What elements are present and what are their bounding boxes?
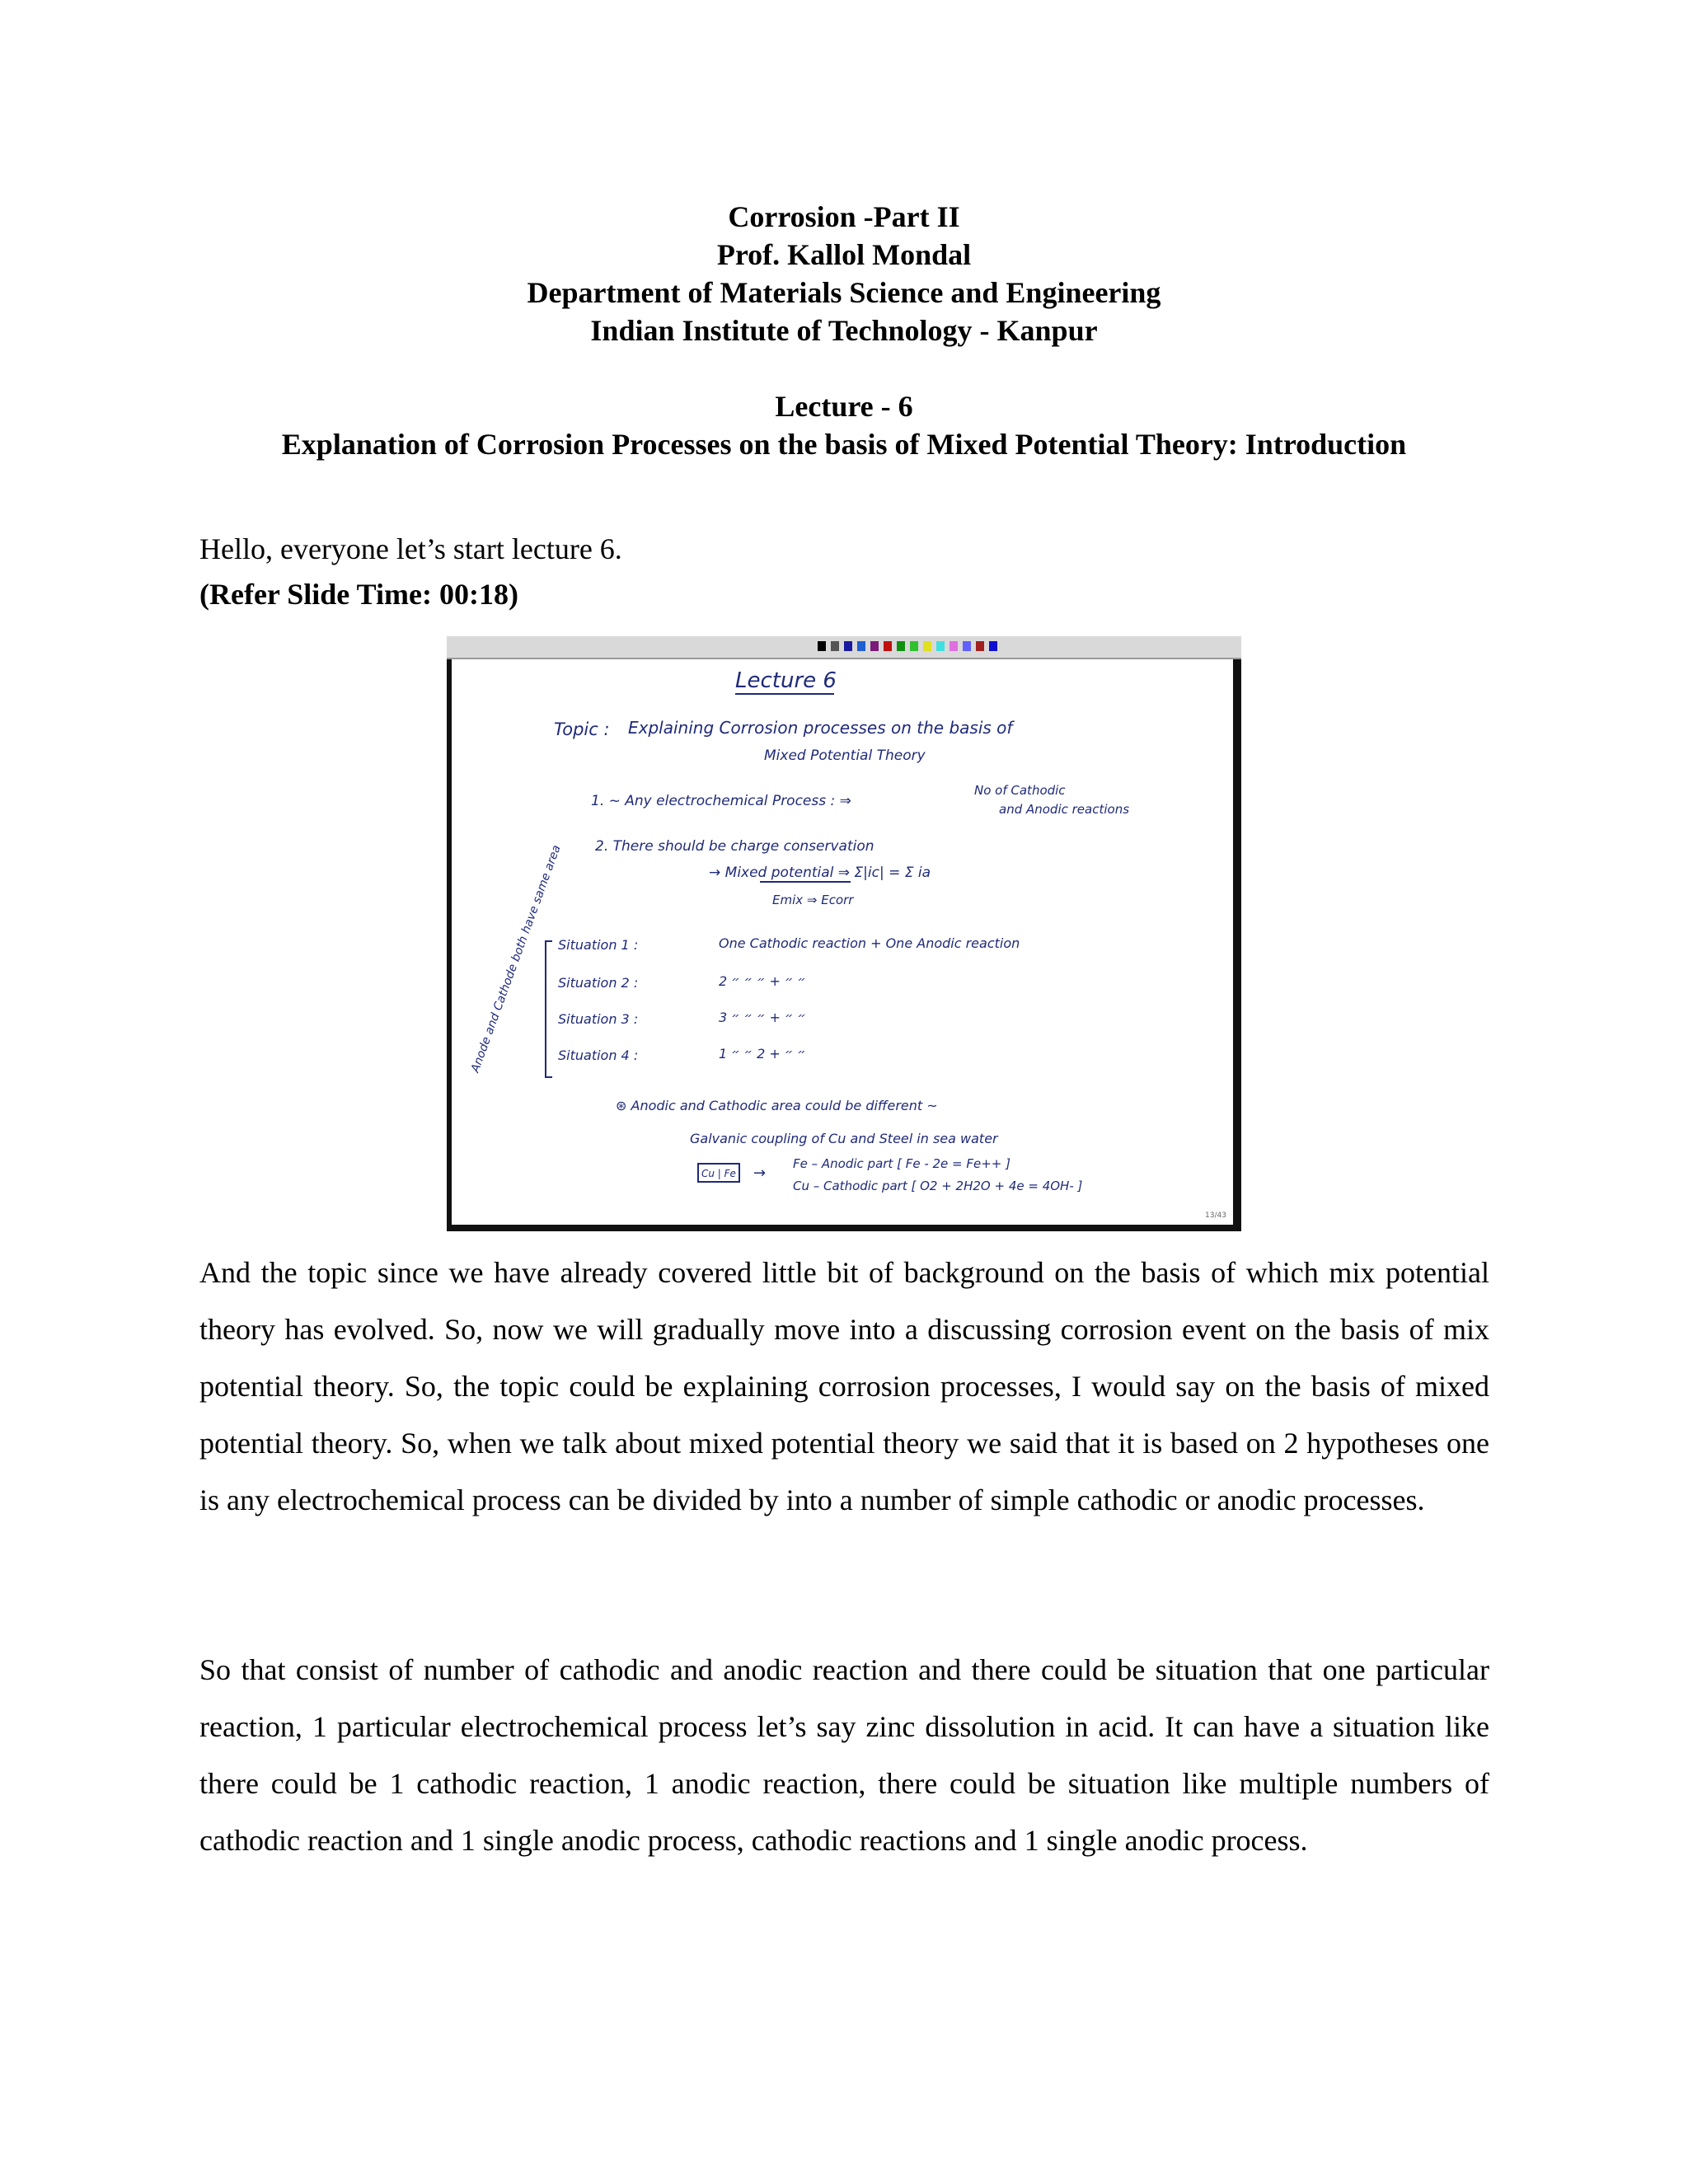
slide-point2-sub: → Mixed potential ⇒ Σ|ic| = Σ ia <box>709 865 931 881</box>
lecture-number: Lecture - 6 <box>775 390 913 423</box>
slide-situation-list <box>558 935 1020 1063</box>
slide-situation-label: Situation 2 : <box>558 975 639 991</box>
slide-note4: Cu – Cathodic part [ O2 + 2H2O + 4e = 4OH- ] <box>793 1179 1083 1193</box>
slide-handwriting <box>447 636 1241 1231</box>
slide-situation-text: One Cathodic reaction + One Anodic reaction <box>719 935 1020 951</box>
department-name: Department of Materials Science and Engineering <box>527 276 1161 309</box>
slide-box-label: Cu | Fe <box>701 1168 736 1179</box>
slide-note2: Galvanic coupling of Cu and Steel in sea water <box>690 1131 998 1146</box>
toolbar-color-swatches <box>818 641 997 651</box>
slide-point1-right2: and Anodic reactions <box>999 802 1130 817</box>
slide-situation-label: Situation 1 : <box>558 937 639 953</box>
slide-point1-right1: No of Cathodic <box>974 783 1066 798</box>
slide-situation-text: 3 ״ ״ + ״ ״ ״ <box>719 1010 806 1025</box>
slide-note3: Fe – Anodic part [ Fe - 2e = Fe++ ] <box>793 1156 1010 1171</box>
slide-note1: ⊛ Anodic and Cathodic area could be different ~ <box>616 1098 938 1113</box>
slide-arrow: → <box>753 1165 767 1182</box>
slide-situation-label: Situation 4 : <box>558 1047 639 1063</box>
slide-situation-label: Situation 3 : <box>558 1011 639 1027</box>
body-paragraph-1: And the topic since we have already covered little bit of background on the basis of which mix potential theory has evolved. So, now we will gradually move into a discussing corrosion event on the basis of mix potential theory. So, the topic could be explaining corrosion processes, I would say on the basis of mixed potential theory. So, when we talk about mixed potential theory we said that it is based on 2 hypotheses one is any electrochemical process can be divided by into a number of simple cathodic or anodic processes. <box>199 1256 1489 1516</box>
document-header <box>0 198 1688 463</box>
slide-situation-text: 2 ״ ״ + ״ ״ ״ <box>719 973 806 989</box>
body-paragraph-2: So that consist of number of cathodic and anodic reaction and there could be situation that one particular reaction, 1 particular electrochemical process let’s say zinc dissolution in acid. It can have a situation like there could be 1 cathodic reaction, 1 anodic reaction, there could be situation like multiple numbers of cathodic reaction and 1 single anodic process, cathodic reactions and 1 single anodic process. <box>199 1653 1489 1857</box>
intro-paragraph: Hello, everyone let’s start lecture 6. <box>199 532 622 565</box>
slide-point1: 1. ~ Any electrochemical Process : ⇒ <box>591 793 851 809</box>
slide-situation-text: 1 ״ ״ + 2 ״ ״ <box>719 1046 806 1062</box>
slide-point2: 2. There should be charge conservation <box>595 838 874 855</box>
slide-heading: Lecture 6 <box>735 668 837 693</box>
institute-name: Indian Institute of Technology - Kanpur <box>590 314 1098 347</box>
course-title: Corrosion -Part II <box>728 200 960 233</box>
slide-side-note: Anode and Cathode both have same area <box>468 843 564 1075</box>
slide-point2-sub2: Emix ⇒ Ecorr <box>772 893 854 907</box>
refer-slide-time: (Refer Slide Time: 00:18) <box>199 578 518 611</box>
slide-topic-line2: Mixed Potential Theory <box>764 748 926 764</box>
professor-name: Prof. Kallol Mondal <box>716 238 972 271</box>
slide-screenshot <box>447 636 1241 1231</box>
slide-topic-label: Topic : <box>554 719 610 739</box>
slide-page-number: 13/43 <box>1205 1212 1226 1220</box>
slide-topic-line1: Explaining Corrosion processes on the basis of <box>628 718 1013 738</box>
lecture-title: Explanation of Corrosion Processes on the basis of Mixed Potential Theory: Introduction <box>281 428 1407 461</box>
